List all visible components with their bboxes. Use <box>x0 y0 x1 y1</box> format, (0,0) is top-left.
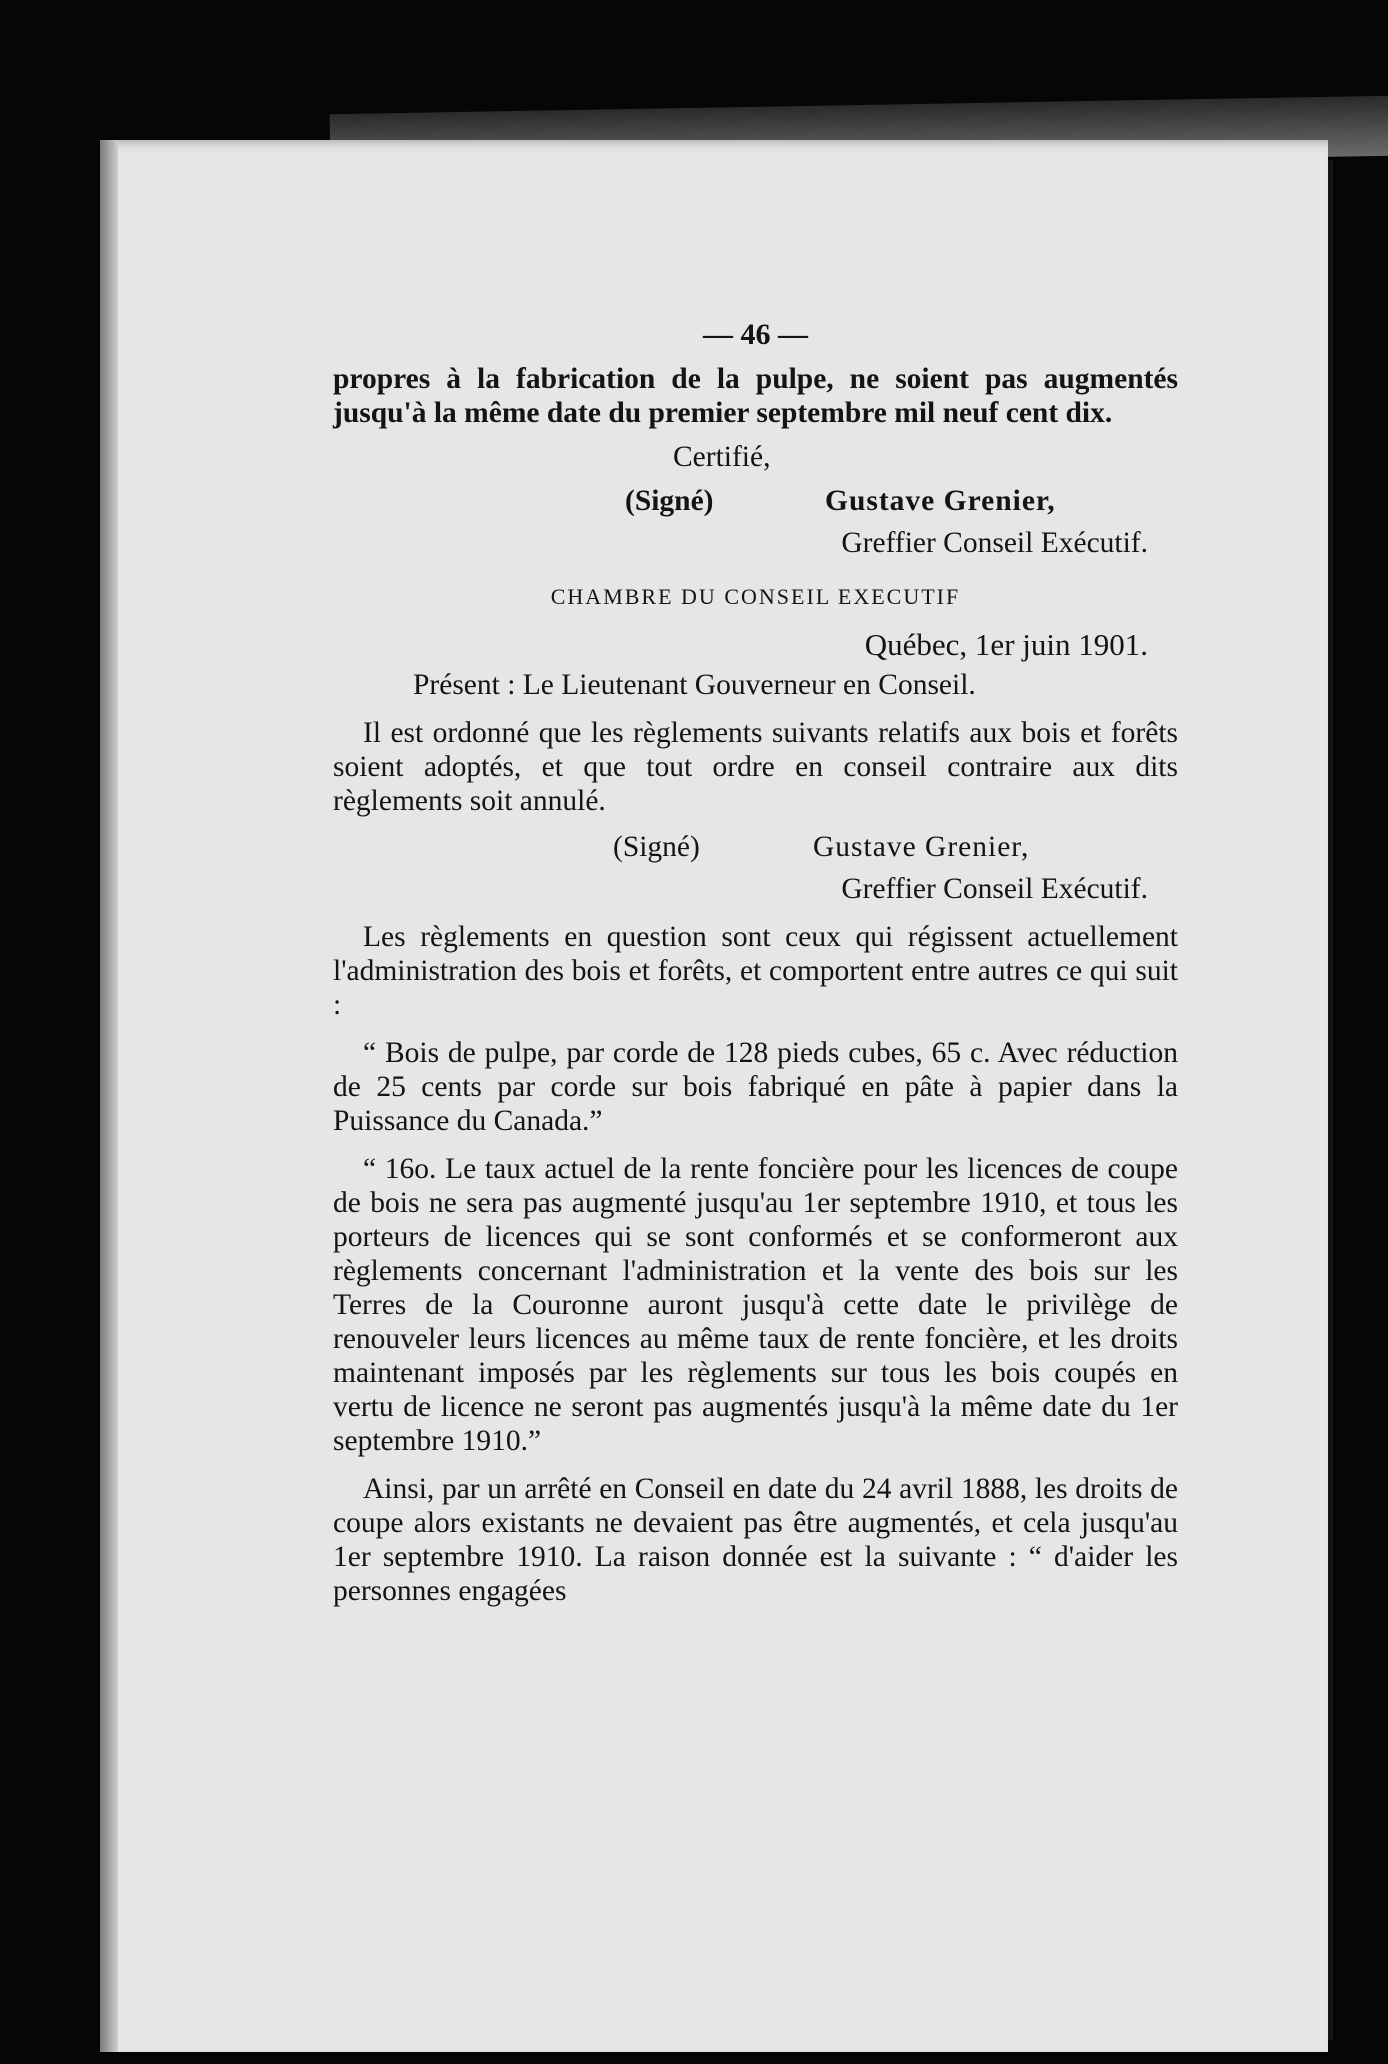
signature-block-1 <box>333 484 1178 518</box>
section-heading: CHAMBRE DU CONSEIL EXECUTIF <box>550 584 961 609</box>
signatory-name: Gustave Grenier, <box>813 831 1030 863</box>
paragraph-16o: “ 16o. Le taux actuel de la rente foncière pour les licences de coupe de bois ne sera pas augmenté jusqu'au 1er septembre 1910, et tous les porteurs de licences qui se sont conformés et se conformeront aux règlements concernant l'administration et la vente des bois sur les Terres de la Couronne auront jusqu'à cette date le privilège de renouveler leurs licences au même taux de rente foncière, et les droits maintenant imposés par les règlements sur tous les bois coupés en vertu de licence ne seront pas augmentés jusqu'à la même date du 1er septembre 1910.” <box>333 1153 1178 1457</box>
signe-label: (Signé) <box>613 831 700 863</box>
binding-edge <box>100 140 118 2052</box>
paragraph-continuation: propres à la fabrication de la pulpe, ne soient pas augmentés jusqu'à la même date du premier septembre mil neuf cent dix. <box>333 363 1178 429</box>
paragraph-bois-pulpe: “ Bois de pulpe, par corde de 128 pieds cubes, 65 c. Avec réduction de 25 cents par corde sur bois fabriqué en pâte à papier dans la Puissance du Canada.” <box>333 1037 1178 1137</box>
paragraph-order: Il est ordonné que les règlements suivants relatifs aux bois et forêts soient adoptés, et que tout ordre en conseil contraire aux dits règlements soit annulé. <box>333 717 1178 817</box>
date-line: Québec, 1er juin 1901. <box>864 627 1148 662</box>
page-text <box>333 318 1178 1608</box>
page-edge-rule <box>1328 160 1333 2040</box>
signe-label: (Signé) <box>625 485 714 517</box>
present-line: Présent : Le Lieutenant Gouverneur en Conseil. <box>413 669 976 701</box>
signature-block-2 <box>333 830 1178 864</box>
paragraph-reglements: Les règlements en question sont ceux qui régissent actuellement l'administration des bois et forêts, et comportent entre autres ce qui suit : <box>333 921 1178 1021</box>
signatory-name: Gustave Grenier, <box>825 485 1056 517</box>
paragraph-ainsi: Ainsi, par un arrêté en Conseil en date du 24 avril 1888, les droits de coupe alors existants ne devaient pas être augmentés, et cela jusqu'au 1er septembre 1910. La raison donnée est la suivante : “ d'aider les personnes engagées <box>333 1473 1178 1607</box>
certifie-label: Certifié, <box>673 441 771 473</box>
signatory-title: Greffier Conseil Exécutif. <box>841 873 1148 905</box>
page-number: — 46 — <box>703 318 808 351</box>
signatory-title: Greffier Conseil Exécutif. <box>841 527 1148 559</box>
